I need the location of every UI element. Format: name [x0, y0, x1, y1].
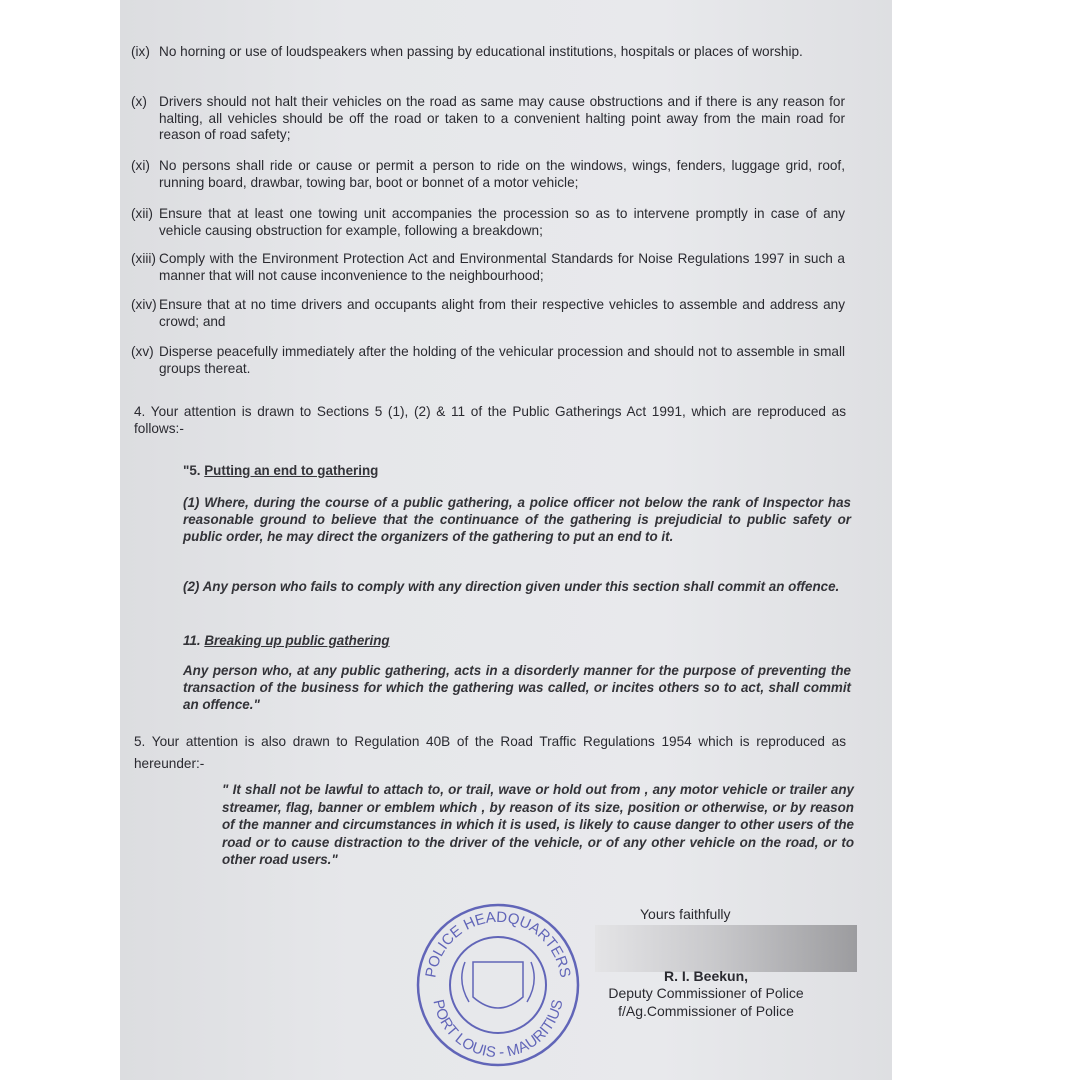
paragraph-5: 5. Your attention is also drawn to Regulation 40B of the Road Traffic Regulations 1954 which is reproduced as hereunder:- [134, 734, 846, 771]
condition-xiv [131, 297, 845, 330]
condition-label: (xii) [131, 206, 153, 221]
section-title: Putting an end to gathering [204, 463, 379, 478]
condition-xv [131, 344, 845, 377]
paragraph-4: 4. Your attention is drawn to Sections 5 (1), (2) & 11 of the Public Gatherings Act 1991, which are reproduced as follows:- [134, 404, 846, 436]
redacted-signature [595, 925, 857, 972]
condition-xiii [131, 251, 845, 284]
condition-xi [131, 158, 845, 191]
section-5-sub1: (1) Where, during the course of a public gathering, a police officer not below the rank of Inspector has reasonable ground to believe that the continuance of the gathering is prejudicial to public safety or public order, he may direct the organizers of the gathering to put an end to it. [183, 495, 851, 544]
condition-text: Comply with the Environment Protection Act and Environmental Standards for Noise Regulations 1997 in such a manner that will not cause inconvenience to the neighbourhood; [159, 251, 845, 283]
condition-text: Disperse peacefully immediately after the holding of the vehicular procession and should not to assemble in small groups thereat. [159, 344, 845, 376]
signatory-acting-title: f/Ag.Commissioner of Police [618, 1003, 794, 1019]
condition-label: (xv) [131, 344, 154, 359]
condition-text: No persons shall ride or cause or permit a person to ride on the windows, wings, fenders, luggage grid, roof, running board, drawbar, towing bar, boot or bonnet of a motor vehicle; [159, 158, 845, 190]
condition-text: Ensure that at least one towing unit accompanies the procession so as to intervene promptly in case of any vehicle causing obstruction for example, following a breakdown; [159, 206, 845, 238]
section-11-heading [183, 632, 851, 649]
condition-text: No horning or use of loudspeakers when passing by educational institutions, hospitals or places of worship. [159, 44, 803, 59]
closing: Yours faithfully [640, 906, 731, 922]
condition-label: (xiv) [131, 297, 157, 312]
condition-label: (x) [131, 94, 147, 109]
section-11-text: Any person who, at any public gathering, acts in a disorderly manner for the purpose of preventing the transaction of the business for which the gathering was called, or incites others so to act, shall commit an offence." [183, 663, 851, 712]
condition-x [131, 94, 845, 144]
condition-label: (ix) [131, 44, 150, 59]
condition-label: (xi) [131, 158, 150, 173]
regulation-quote: " It shall not be lawful to attach to, or trail, wave or hold out from , any motor vehicle or trailer any streamer, flag, banner or emblem which , by reason of its size, position or otherwise, or by reason of the manner and circumstances in which it is used, is likely to cause danger to other users of the road or to cause distraction to the driver of the vehicle, or of any other vehicle on the road, or to other road users." [222, 782, 854, 867]
section-5-sub2: (2) Any person who fails to comply with any direction given under this section shall commit an offence. [183, 579, 840, 594]
condition-xii [131, 206, 845, 239]
stamp-top-text: POLICE HEADQUARTERS [422, 908, 574, 979]
section-number: 11. [183, 633, 205, 648]
section-title: Breaking up public gathering [204, 633, 390, 648]
section-5-heading [183, 462, 851, 479]
condition-text: Ensure that at no time drivers and occupants alight from their respective vehicles to assemble and address any crowd; and [159, 297, 845, 329]
svg-text:POLICE HEADQUARTERS [422, 909, 573, 979]
section-number: "5. [183, 463, 205, 478]
condition-label: (xiii) [131, 251, 156, 266]
signatory-name: R. I. Beekun, [663, 968, 749, 984]
condition-ix [131, 44, 845, 61]
stamp-bottom-text: PORT LOUIS - MAURITIUS [429, 998, 567, 1062]
signatory-title: Deputy Commissioner of Police [608, 985, 804, 1001]
condition-text: Drivers should not halt their vehicles on the road as same may cause obstructions and if there is any reason for halting, all vehicles should be off the road or taken to a convenient halting point away from the main road for reason of road safety; [159, 94, 845, 142]
police-stamp [415, 902, 581, 1068]
